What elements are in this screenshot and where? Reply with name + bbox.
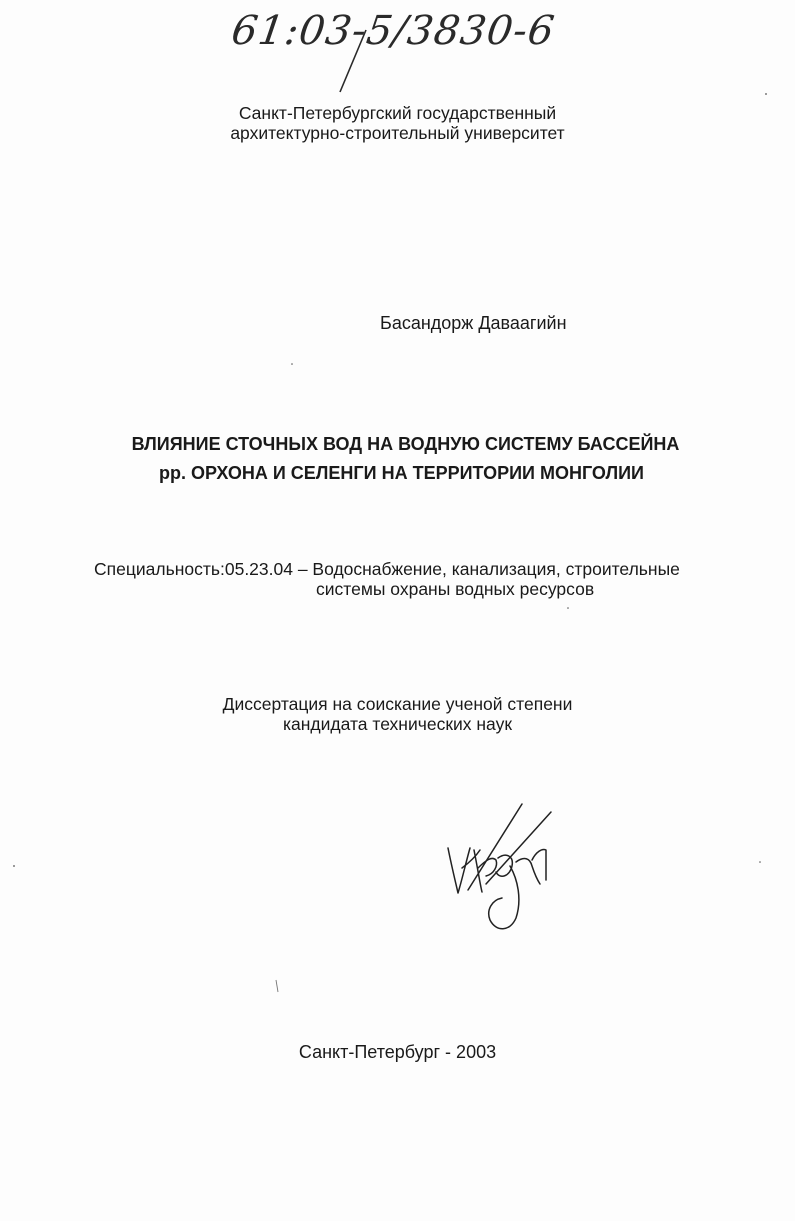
- degree-line-1: Диссертация на соискание ученой степени: [222, 694, 573, 714]
- university-line-2: архитектурно-строительный университет: [230, 123, 565, 143]
- title-line-1: ВЛИЯНИЕ СТОЧНЫХ ВОД НА ВОДНУЮ СИСТЕМУ БАССЕЙНА: [131, 434, 680, 454]
- specialty-line-2: системы охраны водных ресурсов: [316, 579, 595, 599]
- archive-code: 61:03-5/3830-6: [228, 8, 558, 54]
- city-and-year: Санкт-Петербург - 2003: [298, 1042, 497, 1062]
- university-line-1: Санкт-Петербургский государственный: [238, 103, 557, 123]
- degree-line-2: кандидата технических наук: [282, 714, 512, 734]
- title-line-2: рр. ОРХОНА И СЕЛЕНГИ НА ТЕРРИТОРИИ МОНГОЛИИ: [159, 463, 644, 483]
- author-name: Басандорж Даваагийн: [380, 313, 567, 333]
- specialty-line-1: Специальность:05.23.04 – Водоснабжение, канализация, строительные: [94, 559, 680, 579]
